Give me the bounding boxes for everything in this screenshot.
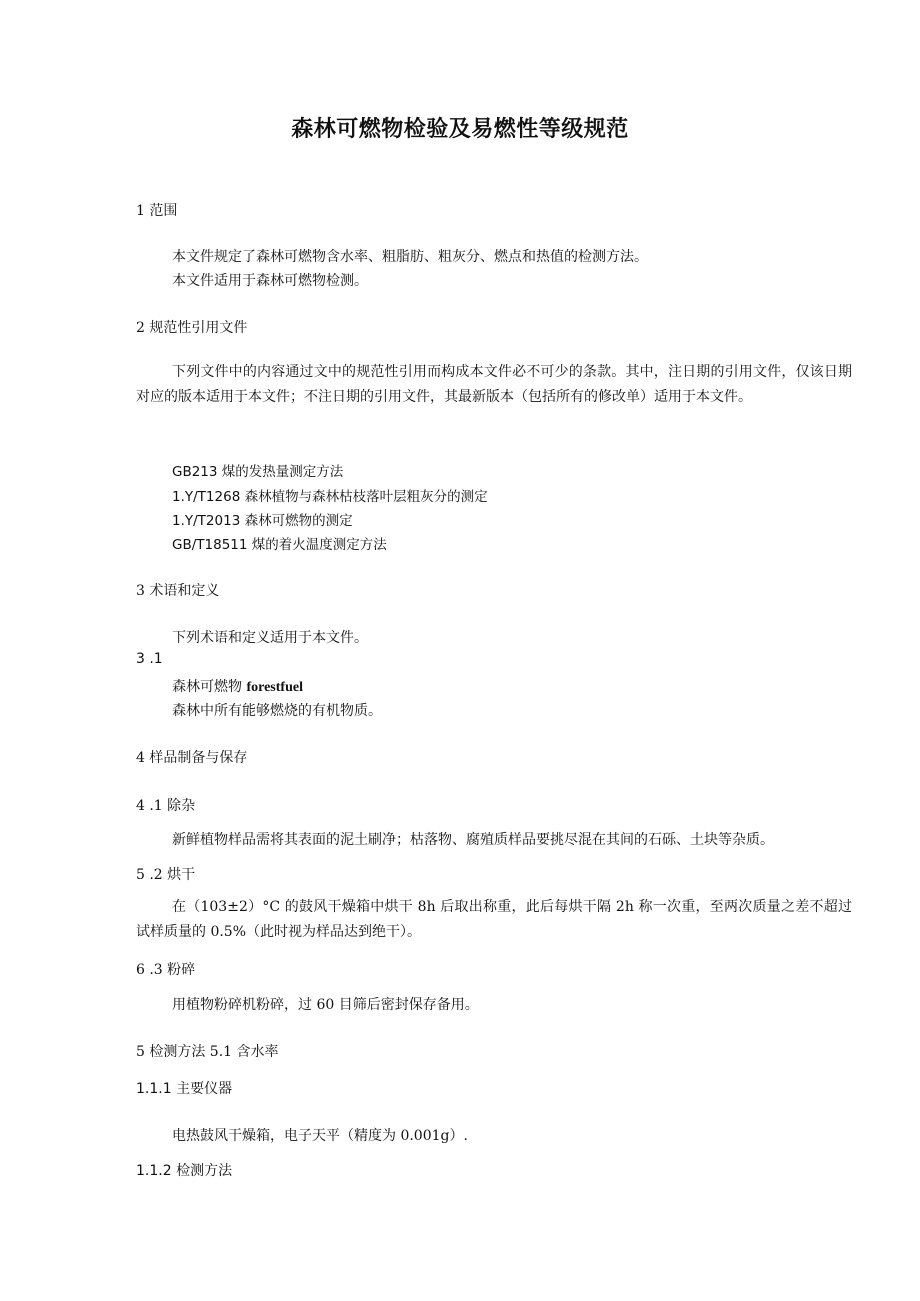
section-4-1-heading: 4 .1 除杂 bbox=[136, 798, 196, 814]
section-3-heading: 3 术语和定义 bbox=[136, 583, 220, 599]
term-english: forestfuel bbox=[246, 680, 303, 695]
section-4-2-heading: 5 .2 烘干 bbox=[136, 867, 196, 883]
section-4-3-heading: 6 .3 粉碎 bbox=[136, 962, 196, 978]
reference-item-1: GB213 煤的发热量测定方法 bbox=[172, 464, 344, 480]
section-3-1-number: 3 .1 bbox=[136, 651, 163, 667]
section-2-heading: 2 规范性引用文件 bbox=[136, 320, 248, 336]
section-4-heading: 4 样品制备与保存 bbox=[136, 750, 248, 766]
section-5-1-1-text: 电热鼓风干燥箱，电子天平（精度为 0.001g）. bbox=[172, 1128, 468, 1144]
section-1-paragraph-2: 本文件适用于森林可燃物检测。 bbox=[172, 273, 368, 289]
section-5-1-1-heading: 1.1.1 主要仪器 bbox=[136, 1081, 233, 1097]
section-5-1-2-heading: 1.1.2 检测方法 bbox=[136, 1163, 233, 1179]
document-title: 森林可燃物检验及易燃性等级规范 bbox=[291, 117, 629, 142]
term-entry bbox=[172, 676, 303, 696]
section-1-heading: 1 范围 bbox=[136, 203, 178, 219]
section-3-intro: 下列术语和定义适用于本文件。 bbox=[172, 630, 368, 646]
section-4-3-text: 用植物粉碎机粉碎，过 60 目筛后密封保存备用。 bbox=[172, 997, 479, 1013]
section-4-2-text: 在（103±2）°C 的鼓风干燥箱中烘干 8h 后取出称重，此后每烘干隔 2h 称一次重，至两次质量之差不超过试样质量的 0.5%（此时视为样品达到绝干）。 bbox=[136, 899, 852, 940]
section-5-heading: 5 检测方法 5.1 含水率 bbox=[136, 1044, 279, 1060]
section-1-paragraph-1: 本文件规定了森林可燃物含水率、粗脂肪、粗灰分、燃点和热值的检测方法。 bbox=[172, 249, 648, 265]
section-4-1-text: 新鲜植物样品需将其表面的泥土刷净；枯落物、腐殖质样品要挑尽混在其间的石砾、土块等杂质。 bbox=[172, 832, 774, 848]
section-2-paragraph: 下列文件中的内容通过文中的规范性引用而构成本文件必不可少的条款。其中，注日期的引用文件，仅该日期对应的版本适用于本文件；不注日期的引用文件，其最新版本（包括所有的修改单）适用于本文件。 bbox=[136, 364, 852, 405]
term-definition: 森林中所有能够燃烧的有机物质。 bbox=[172, 703, 382, 719]
reference-item-2: 1.Y/T1268 森林植物与森林枯枝落叶层粗灰分的测定 bbox=[172, 489, 488, 505]
reference-item-4: GB/T18511 煤的着火温度测定方法 bbox=[172, 537, 387, 553]
reference-item-3: 1.Y/T2013 森林可燃物的测定 bbox=[172, 513, 353, 529]
term-chinese: 森林可燃物 bbox=[172, 679, 247, 695]
